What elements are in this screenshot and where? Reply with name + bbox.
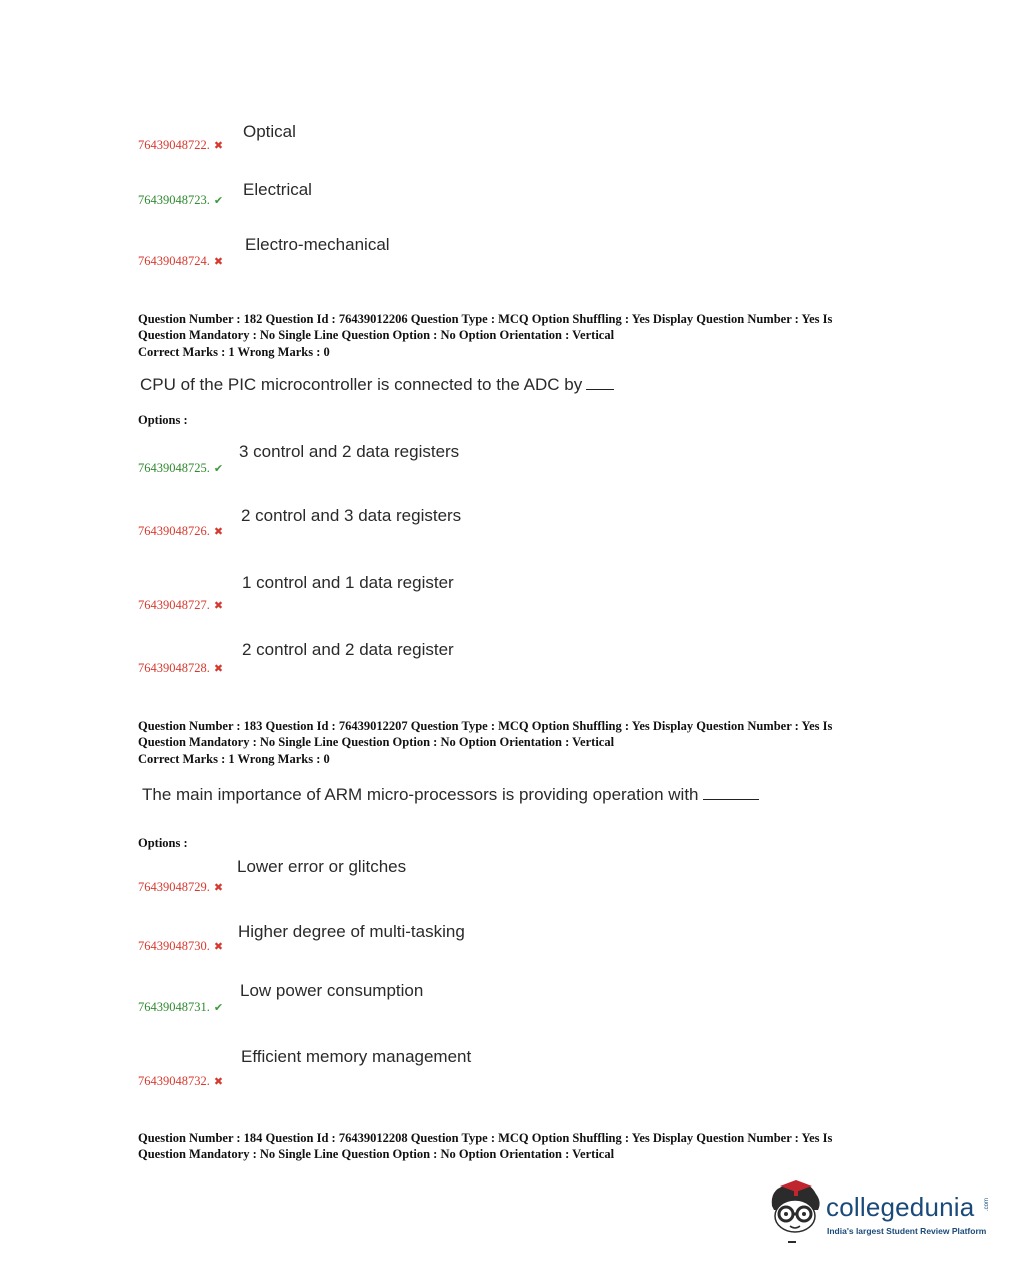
cross-icon: ✖ <box>213 940 224 953</box>
option-text: 2 control and 3 data registers <box>241 506 462 525</box>
option-id: 76439048723. ✔ <box>138 193 224 207</box>
cross-icon: ✖ <box>213 255 224 268</box>
option-id: 76439048727. ✖ <box>138 598 224 612</box>
option-text: Electro-mechanical <box>245 235 390 254</box>
question-meta: Question Number : 183 Question Id : 76439012207 Question Type : MCQ Option Shuffling : Yes Display Question Number : Yes Is Question Mandatory : No Single Line Question Option : No Option Orientation : Vertical Correct Marks : 1 Wrong Marks : 0 <box>138 719 833 766</box>
option-text: 2 control and 2 data register <box>242 640 454 659</box>
options-label: Options : <box>138 413 188 427</box>
option-id: 76439048724. ✖ <box>138 254 224 268</box>
cross-icon: ✖ <box>213 599 224 612</box>
options-label: Options : <box>138 836 188 850</box>
logo-name: collegedunia <box>826 1192 975 1222</box>
option-id: 76439048729. ✖ <box>138 880 224 894</box>
check-icon: ✔ <box>213 1001 224 1014</box>
cross-icon: ✖ <box>213 139 224 152</box>
option-text: Higher degree of multi-tasking <box>238 922 465 941</box>
answer-blank <box>586 377 614 390</box>
check-icon: ✔ <box>213 194 224 207</box>
question-text: CPU of the PIC microcontroller is connected to the ADC by <box>140 375 614 395</box>
logo-com: .com <box>984 1198 990 1212</box>
collegedunia-logo <box>766 1178 994 1248</box>
question-meta: Question Number : 182 Question Id : 76439012206 Question Type : MCQ Option Shuffling : Yes Display Question Number : Yes Is Question Mandatory : No Single Line Question Option : No Option Orientation : Vertical Correct Marks : 1 Wrong Marks : 0 <box>138 312 833 359</box>
option-id: 76439048732. ✖ <box>138 1074 224 1088</box>
option-id: 76439048731. ✔ <box>138 1000 224 1014</box>
option-text: Electrical <box>243 180 312 199</box>
option-id: 76439048730. ✖ <box>138 939 224 953</box>
option-text: Lower error or glitches <box>237 857 407 876</box>
option-id: 76439048725. ✔ <box>138 461 224 475</box>
cross-icon: ✖ <box>213 525 224 538</box>
option-text: Optical <box>243 122 296 141</box>
option-id: 76439048726. ✖ <box>138 524 224 538</box>
option-id: 76439048722. ✖ <box>138 138 224 152</box>
option-text: Low power consumption <box>240 981 424 1000</box>
cross-icon: ✖ <box>213 881 224 894</box>
option-id: 76439048728. ✖ <box>138 661 224 675</box>
option-text: Efficient memory management <box>241 1047 472 1066</box>
cross-icon: ✖ <box>213 662 224 675</box>
question-text: The main importance of ARM micro-processors is providing operation with <box>142 785 759 805</box>
option-text: 3 control and 2 data registers <box>239 442 460 461</box>
question-meta: Question Number : 184 Question Id : 76439012208 Question Type : MCQ Option Shuffling : Yes Display Question Number : Yes Is Question Mandatory : No Single Line Question Option : No Option Orientation : Vertical <box>138 1131 833 1161</box>
cross-icon: ✖ <box>213 1075 224 1088</box>
logo-tagline: India's largest Student Review Platform <box>827 1226 987 1236</box>
check-icon: ✔ <box>213 462 224 475</box>
option-text: 1 control and 1 data register <box>242 573 454 592</box>
mascot-icon <box>766 1178 824 1244</box>
answer-blank <box>703 787 759 800</box>
